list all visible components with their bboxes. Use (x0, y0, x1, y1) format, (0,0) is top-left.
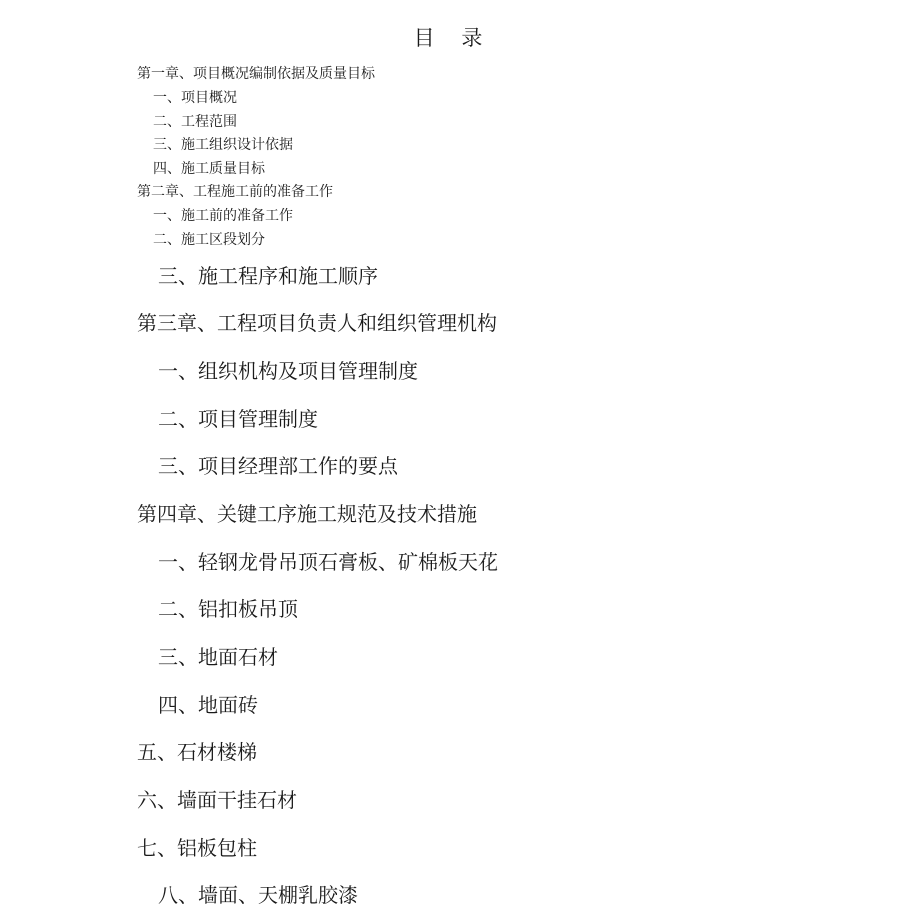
toc-section: 三、施工组织设计依据 (153, 137, 293, 153)
toc-chapter-2: 第二章、工程施工前的准备工作 (137, 184, 333, 200)
toc-section: 一、施工前的准备工作 (153, 208, 293, 224)
toc-section: 一、组织机构及项目管理制度 (158, 359, 418, 383)
toc-section: 二、工程范围 (153, 114, 237, 130)
toc-chapter-3: 第三章、工程项目负责人和组织管理机构 (137, 311, 497, 335)
toc-section: 三、地面石材 (158, 645, 278, 669)
toc-section: 六、墙面干挂石材 (137, 788, 297, 812)
toc-chapter-1: 第一章、项目概况编制依据及质量目标 (137, 66, 375, 82)
toc-section: 四、地面砖 (158, 693, 258, 717)
toc-title: 目 录 (413, 26, 493, 50)
toc-section: 八、墙面、天棚乳胶漆 (158, 883, 358, 907)
toc-chapter-4: 第四章、关键工序施工规范及技术措施 (137, 502, 477, 526)
toc-section: 二、项目管理制度 (158, 407, 318, 431)
toc-section: 七、铝板包柱 (137, 836, 257, 860)
toc-section: 三、项目经理部工作的要点 (158, 454, 398, 478)
toc-section: 四、施工质量目标 (153, 161, 265, 177)
toc-section: 二、铝扣板吊顶 (158, 597, 298, 621)
toc-section: 五、石材楼梯 (137, 740, 257, 764)
toc-section: 一、轻钢龙骨吊顶石膏板、矿棉板天花 (158, 550, 498, 574)
toc-section: 二、施工区段划分 (153, 232, 265, 248)
toc-section: 三、施工程序和施工顺序 (158, 264, 378, 288)
toc-section: 一、项目概况 (153, 90, 237, 106)
